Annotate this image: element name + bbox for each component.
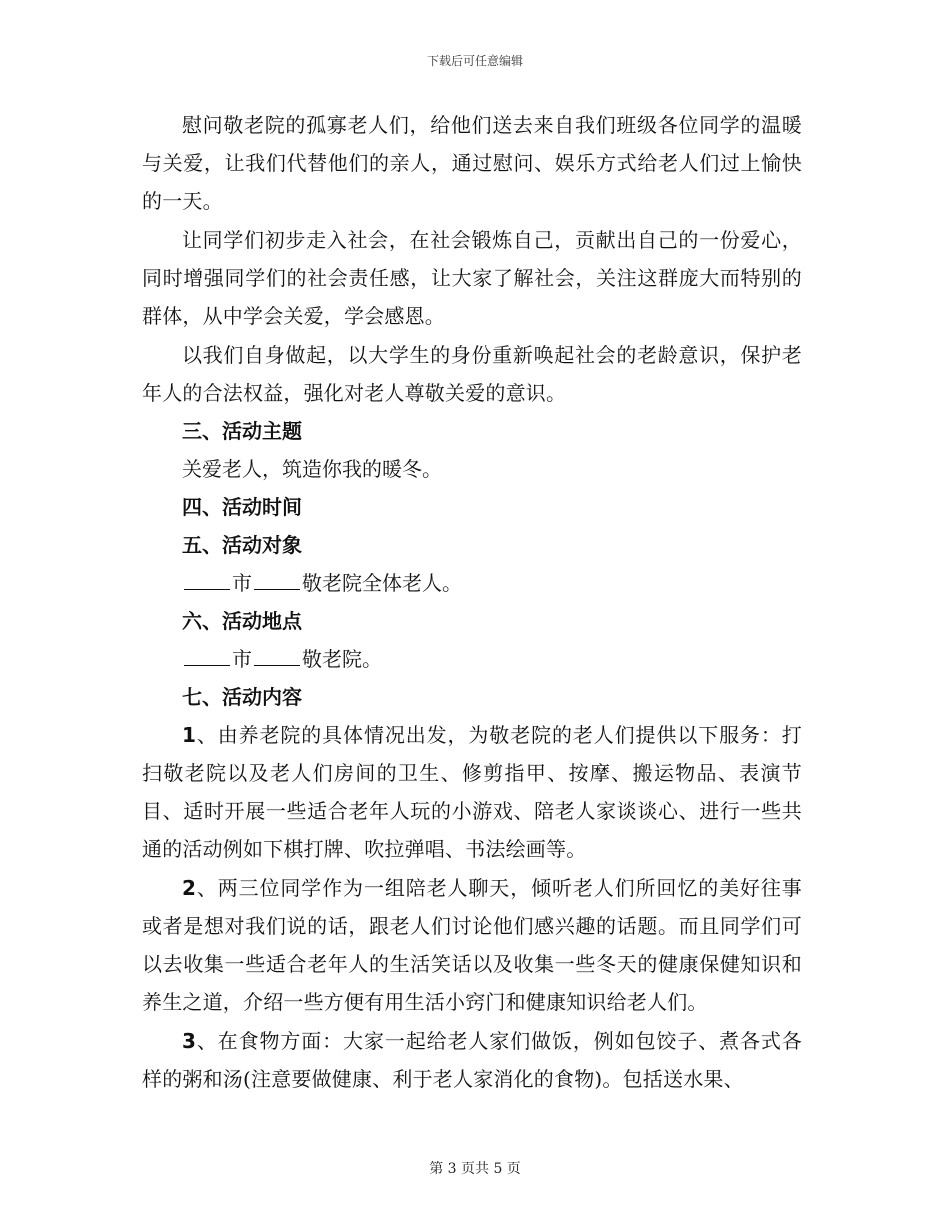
item-number: 3 bbox=[182, 1029, 197, 1053]
heading-place: 六、活动地点 bbox=[182, 609, 302, 633]
item-text: 、两三位同学作为一组陪老人聊天，倾听老人们所回忆的美好往事或者是想对我们说的话，跟老人们讨论他们感兴趣的话题。而且同学们可以去收集一些适合老年人的生活笑话以及收集一些冬天的健康保健知识和养生之道，介绍一些方便有用生活小窍门和健康知识给老人们。 bbox=[142, 876, 802, 1014]
object-text: 敬老院全体老人。 bbox=[302, 571, 462, 595]
item-number: 1 bbox=[182, 723, 197, 747]
content-item-3 bbox=[142, 1022, 802, 1098]
content-item-1 bbox=[142, 716, 802, 868]
heading-object: 五、活动对象 bbox=[182, 533, 302, 557]
page-header: 下载后可任意编辑 bbox=[426, 54, 523, 68]
blank-underline bbox=[254, 571, 300, 590]
heading-theme: 三、活动主题 bbox=[182, 419, 302, 443]
content-item-2 bbox=[142, 869, 802, 1021]
heading-content: 七、活动内容 bbox=[182, 685, 302, 709]
paragraph-awareness: 以我们自身做起，以大学生的身份重新唤起社会的老龄意识，保护老年人的合法权益，强化对老人尊敬关爱的意识。 bbox=[142, 343, 802, 405]
item-text: 、由养老院的具体情况出发，为敬老院的老人们提供以下服务：打扫敬老院以及老人们房间的卫生、修剪指甲、按摩、搬运物品、表演节目、适时开展一些适合老年人玩的小游戏、陪老人家谈谈心、进行一些共通的活动例如下棋打牌、吹拉弹唱、书法绘画等。 bbox=[142, 723, 802, 861]
paragraph-society: 让同学们初步走入社会，在社会锻炼自己，贡献出自己的一份爱心，同时增强同学们的社会责任感，让大家了解社会，关注这群庞大而特别的群体，从中学会关爱，学会感恩。 bbox=[142, 228, 802, 328]
place-line bbox=[142, 640, 802, 678]
document-body bbox=[142, 106, 802, 1098]
page-footer: 第 3 页共 5 页 bbox=[429, 1161, 521, 1177]
object-line bbox=[142, 564, 802, 602]
object-city-label: 市 bbox=[232, 571, 252, 595]
paragraph-condolence: 慰问敬老院的孤寡老人们，给他们送去来自我们班级各位同学的温暖与关爱，让我们代替他们的亲人，通过慰问、娱乐方式给老人们过上愉快的一天。 bbox=[142, 113, 802, 213]
item-number: 2 bbox=[182, 876, 197, 900]
heading-time: 四、活动时间 bbox=[182, 495, 302, 519]
place-text: 敬老院。 bbox=[302, 647, 382, 671]
blank-underline bbox=[184, 647, 230, 666]
item-text: 、在食物方面：大家一起给老人家们做饭，例如包饺子、煮各式各样的粥和汤(注意要做健康、利于老人家消化的食物)。包括送水果、 bbox=[142, 1029, 802, 1091]
theme-text: 关爱老人，筑造你我的暖冬。 bbox=[182, 457, 442, 481]
place-city-label: 市 bbox=[232, 647, 252, 671]
blank-underline bbox=[254, 647, 300, 666]
blank-underline bbox=[184, 571, 230, 590]
